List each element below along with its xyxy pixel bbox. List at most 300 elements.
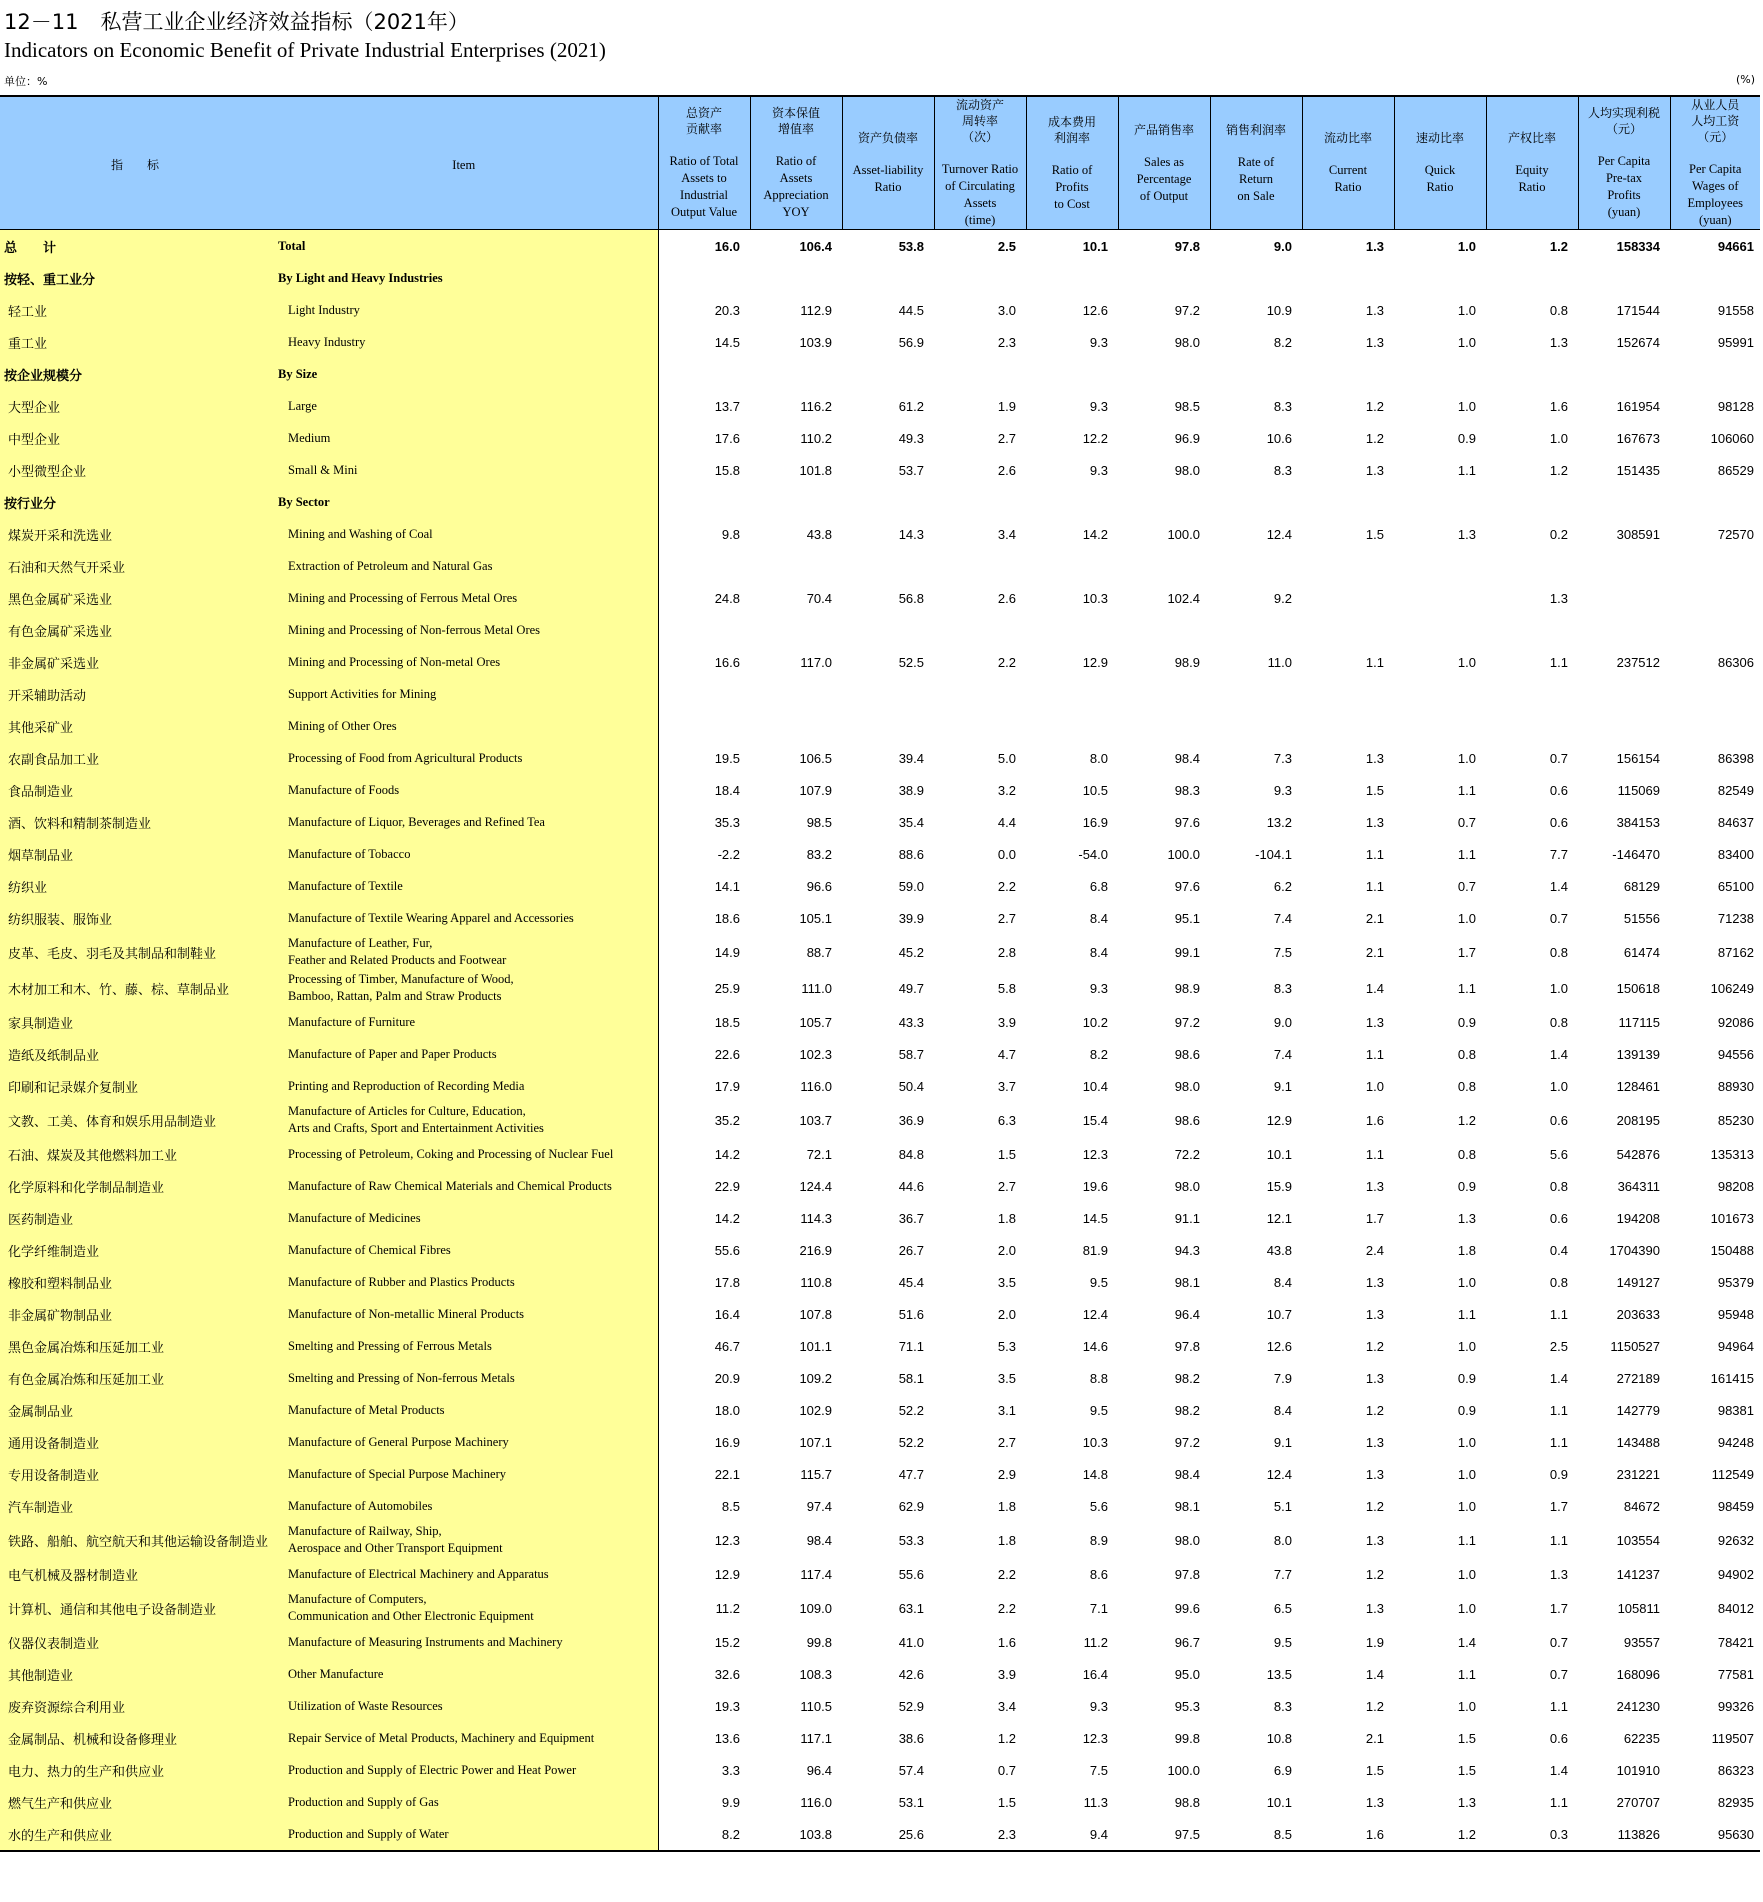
cell-value: 14.1 xyxy=(714,878,740,894)
cell-value xyxy=(1578,582,1670,614)
cell-value: 16.9 xyxy=(1082,814,1108,830)
cell-value: 1.3 xyxy=(1365,1434,1384,1450)
table-row xyxy=(0,582,1760,614)
cell-value xyxy=(1578,358,1670,390)
cell-value: 1.2 xyxy=(1549,238,1568,254)
cell-value: 41.0 xyxy=(898,1634,924,1650)
cell-value: 11.2 xyxy=(1083,1634,1108,1650)
cell-value: 94.3 xyxy=(1174,1242,1200,1258)
cell-value xyxy=(934,358,1026,390)
cell-value xyxy=(750,262,842,294)
cell-value: 14.2 xyxy=(714,1210,740,1226)
cell-value: 43.3 xyxy=(898,1014,924,1030)
cell-value: 92632 xyxy=(1717,1532,1754,1548)
cell-value: 2.6 xyxy=(997,462,1016,478)
table-row xyxy=(0,1006,1760,1038)
table-row xyxy=(0,1786,1760,1818)
cell-value: 13.7 xyxy=(714,398,740,414)
cell-value: 0.9 xyxy=(1549,1466,1568,1482)
cell-value: 0.4 xyxy=(1549,1242,1568,1258)
cell-value: 94248 xyxy=(1717,1434,1754,1450)
cell-value: 1.0 xyxy=(1549,430,1568,446)
cell-value: 43.8 xyxy=(1266,1242,1292,1258)
cell-value: 18.0 xyxy=(714,1402,740,1418)
cell-value: 35.3 xyxy=(714,814,740,830)
cell-value: 1.6 xyxy=(1549,398,1568,414)
row-label-cn: 电力、热力的生产和供应业 xyxy=(0,1754,270,1786)
cell-value: 110.5 xyxy=(800,1698,832,1714)
row-label-cn: 纺织业 xyxy=(0,870,270,902)
cell-value: 1.5 xyxy=(1365,526,1384,542)
cell-value xyxy=(1486,710,1578,742)
cell-value: -104.1 xyxy=(1255,846,1292,862)
cell-value xyxy=(934,486,1026,518)
cell-value: 1.1 xyxy=(1457,782,1476,798)
cell-value xyxy=(1578,486,1670,518)
row-label-cn: 铁路、船舶、航空航天和其他运输设备制造业 xyxy=(0,1522,270,1558)
cell-value: 1.3 xyxy=(1365,238,1384,254)
cell-value: 16.4 xyxy=(714,1306,740,1322)
cell-value: 20.9 xyxy=(714,1370,740,1386)
cell-value: 98.2 xyxy=(1174,1402,1200,1418)
cell-value: 8.0 xyxy=(1089,750,1108,766)
cell-value: 15.4 xyxy=(1082,1112,1108,1128)
cell-value: 8.5 xyxy=(721,1498,740,1514)
cell-value: 0.9 xyxy=(1457,1402,1476,1418)
header-col-en: Turnover Ratio of Circulating Assets (time) xyxy=(941,162,1019,227)
cell-value: 1.1 xyxy=(1549,1794,1568,1810)
cell-value: 1.2 xyxy=(1365,1498,1384,1514)
cell-value: 5.3 xyxy=(997,1338,1016,1354)
row-label-en: Manufacture of Paper and Paper Products xyxy=(270,1038,658,1070)
row-label-en: By Sector xyxy=(270,486,658,518)
cell-value xyxy=(1118,678,1210,710)
cell-value: 50.4 xyxy=(898,1078,924,1094)
table-row xyxy=(0,970,1760,1006)
row-label-cn: 汽车制造业 xyxy=(0,1490,270,1522)
cell-value: 95.1 xyxy=(1174,910,1200,926)
cell-value: 1.2 xyxy=(1365,1402,1384,1418)
cell-value: 96.4 xyxy=(1174,1306,1200,1322)
cell-value: 2.2 xyxy=(997,1566,1016,1582)
cell-value: 208195 xyxy=(1616,1112,1660,1128)
cell-value: 98459 xyxy=(1717,1498,1754,1514)
row-label-en: Production and Supply of Gas xyxy=(270,1786,658,1818)
row-label-en: Manufacture of Metal Products xyxy=(270,1394,658,1426)
cell-value xyxy=(1486,486,1578,518)
cell-value: -2.2 xyxy=(717,846,740,862)
row-label-cn: 非金属矿物制品业 xyxy=(0,1298,270,1330)
cell-value: 3.1 xyxy=(997,1402,1016,1418)
cell-value: 84637 xyxy=(1717,814,1754,830)
row-label-cn: 纺织服装、服饰业 xyxy=(0,902,270,934)
cell-value: 116.0 xyxy=(800,1794,832,1810)
cell-value xyxy=(1486,614,1578,646)
cell-value xyxy=(1118,614,1210,646)
cell-value: 1.0 xyxy=(1457,910,1476,926)
cell-value: 124.4 xyxy=(799,1178,832,1194)
cell-value: 98.0 xyxy=(1174,1532,1200,1548)
cell-value: 1.6 xyxy=(997,1634,1016,1650)
table-row xyxy=(0,454,1760,486)
cell-value: 1.1 xyxy=(1457,980,1476,996)
row-label-cn: 医药制造业 xyxy=(0,1202,270,1234)
cell-value: 12.3 xyxy=(1082,1730,1108,1746)
cell-value: 149127 xyxy=(1616,1274,1660,1290)
row-label-en: Processing of Petroleum, Coking and Processing of Nuclear Fuel xyxy=(270,1138,658,1170)
cell-value: 5.6 xyxy=(1549,1146,1568,1162)
row-label-en: Manufacture of Special Purpose Machinery xyxy=(270,1458,658,1490)
cell-value: 1.4 xyxy=(1457,1634,1476,1650)
row-label-cn: 燃气生产和供应业 xyxy=(0,1786,270,1818)
cell-value xyxy=(1210,486,1302,518)
header-col-cn: 销售利润率 xyxy=(1225,122,1286,137)
cell-value: 167673 xyxy=(1616,430,1660,446)
table-row xyxy=(0,710,1760,742)
cell-value: 18.6 xyxy=(714,910,740,926)
cell-value xyxy=(1210,550,1302,582)
row-label-cn: 开采辅助活动 xyxy=(0,678,270,710)
header-col-7 xyxy=(1210,96,1302,230)
cell-value: 0.6 xyxy=(1549,814,1568,830)
cell-value: 13.2 xyxy=(1266,814,1292,830)
cell-value: 16.6 xyxy=(714,654,740,670)
cell-value: 1150527 xyxy=(1610,1338,1660,1354)
cell-value xyxy=(750,678,842,710)
cell-value: 2.1 xyxy=(1365,1730,1384,1746)
header-col-9 xyxy=(1394,96,1486,230)
cell-value: 3.2 xyxy=(997,782,1016,798)
cell-value: 53.3 xyxy=(898,1532,924,1548)
cell-value: 1.0 xyxy=(1457,398,1476,414)
cell-value: 143488 xyxy=(1616,1434,1660,1450)
cell-value: 94661 xyxy=(1717,238,1754,254)
cell-value xyxy=(934,678,1026,710)
header-col-en: Quick Ratio xyxy=(1424,163,1456,194)
cell-value xyxy=(1026,550,1118,582)
cell-value: 117115 xyxy=(1618,1014,1660,1030)
table-row xyxy=(0,518,1760,550)
cell-value: 107.8 xyxy=(799,1306,832,1322)
cell-value: 95.3 xyxy=(1174,1698,1200,1714)
cell-value: 1.5 xyxy=(1457,1762,1476,1778)
cell-value: 98.5 xyxy=(806,814,832,830)
cell-value: 2.3 xyxy=(934,1818,1026,1851)
cell-value: 8.2 xyxy=(1089,1046,1108,1062)
row-label-en: Mining and Processing of Non-ferrous Metal Ores xyxy=(270,614,658,646)
row-label-en: Smelting and Pressing of Ferrous Metals xyxy=(270,1330,658,1362)
cell-value: 1.4 xyxy=(1549,1370,1568,1386)
cell-value: 1.2 xyxy=(1365,1698,1384,1714)
cell-value: 49.7 xyxy=(898,980,924,996)
cell-value: 12.1 xyxy=(1266,1210,1292,1226)
cell-value: 0.3 xyxy=(1486,1818,1578,1851)
cell-value: 95.0 xyxy=(1174,1666,1200,1682)
cell-value: 53.1 xyxy=(898,1794,924,1810)
cell-value: 3.3 xyxy=(721,1762,740,1778)
cell-value: 105811 xyxy=(1617,1600,1660,1616)
cell-value xyxy=(1118,262,1210,294)
cell-value xyxy=(750,358,842,390)
cell-value: 1.1 xyxy=(1457,1306,1476,1322)
table-row xyxy=(0,1234,1760,1266)
row-label-en: Processing of Timber, Manufacture of Wood, Bamboo, Rattan, Palm and Straw Products xyxy=(270,970,658,1006)
header-indicator-cn: 指 标 xyxy=(0,96,270,230)
cell-value xyxy=(1302,614,1394,646)
cell-value: 99.8 xyxy=(806,1634,832,1650)
row-label-cn: 农副食品加工业 xyxy=(0,742,270,774)
cell-value: 0.6 xyxy=(1549,782,1568,798)
cell-value xyxy=(1302,262,1394,294)
cell-value: 2.9 xyxy=(997,1466,1016,1482)
cell-value: 1.1 xyxy=(1549,1402,1568,1418)
cell-value: 98128 xyxy=(1717,398,1754,414)
cell-value: 1.1 xyxy=(1457,1532,1476,1548)
header-col-cn: 产品销售率 xyxy=(1133,122,1194,137)
cell-value: 112549 xyxy=(1711,1466,1754,1482)
cell-value xyxy=(750,614,842,646)
cell-value: 57.4 xyxy=(898,1762,924,1778)
cell-value: 1.3 xyxy=(1365,1532,1384,1548)
cell-value: 1.1 xyxy=(1549,1306,1568,1322)
cell-value: 1.5 xyxy=(1365,782,1384,798)
cell-value xyxy=(1394,486,1486,518)
row-label-en: Light Industry xyxy=(270,294,658,326)
cell-value: 8.3 xyxy=(1273,462,1292,478)
cell-value xyxy=(1302,550,1394,582)
cell-value xyxy=(1486,262,1578,294)
row-label-cn: 食品制造业 xyxy=(0,774,270,806)
cell-value: 98.2 xyxy=(1174,1370,1200,1386)
row-label-en: Manufacture of Rubber and Plastics Products xyxy=(270,1266,658,1298)
row-label-en: Manufacture of General Purpose Machinery xyxy=(270,1426,658,1458)
cell-value: 109.2 xyxy=(799,1370,832,1386)
cell-value: 3.0 xyxy=(997,302,1016,318)
cell-value xyxy=(658,358,750,390)
cell-value xyxy=(1118,358,1210,390)
cell-value: 1.7 xyxy=(1549,1600,1568,1616)
table-number: 12－11 xyxy=(4,10,79,34)
cell-value: 1.0 xyxy=(1457,654,1476,670)
cell-value: 1.3 xyxy=(1365,302,1384,318)
cell-value: 95379 xyxy=(1717,1274,1754,1290)
header-col-en: Equity Ratio xyxy=(1515,163,1549,194)
cell-value: 100.0 xyxy=(1167,1762,1200,1778)
row-label-en: Manufacture of Articles for Culture, Education, Arts and Crafts, Sport and Entertainment Activities xyxy=(270,1102,658,1138)
cell-value: 96.7 xyxy=(1174,1634,1200,1650)
cell-value: 14.3 xyxy=(898,526,924,542)
cell-value: 25.9 xyxy=(714,980,740,996)
table-row xyxy=(0,486,1760,518)
cell-value: 108.3 xyxy=(799,1666,832,1682)
cell-value: 52.2 xyxy=(898,1402,924,1418)
row-label-cn: 印刷和记录媒介复制业 xyxy=(0,1070,270,1102)
cell-value: 22.1 xyxy=(714,1466,740,1482)
cell-value: 150618 xyxy=(1616,980,1660,996)
cell-value: 116.2 xyxy=(800,398,832,414)
cell-value: 18.4 xyxy=(714,782,740,798)
cell-value: 1.4 xyxy=(1365,1666,1384,1682)
row-label-cn: 按企业规模分 xyxy=(0,358,270,390)
header-col-en: Ratio of Total Assets to Industrial Output Value xyxy=(669,154,739,219)
cell-value xyxy=(1026,614,1118,646)
cell-value: 139139 xyxy=(1616,1046,1660,1062)
cell-value: 98.1 xyxy=(1174,1274,1200,1290)
cell-value: 98381 xyxy=(1717,1402,1754,1418)
cell-value: 1.5 xyxy=(1365,1762,1384,1778)
cell-value: 171544 xyxy=(1616,302,1660,318)
cell-value: 8.4 xyxy=(1273,1402,1292,1418)
cell-value: 1.9 xyxy=(1365,1634,1384,1650)
cell-value: 98.3 xyxy=(1174,782,1200,798)
cell-value xyxy=(1302,358,1394,390)
row-label-cn: 其他制造业 xyxy=(0,1658,270,1690)
cell-value: 1.8 xyxy=(997,1498,1016,1514)
cell-value: 1.2 xyxy=(997,1730,1016,1746)
header-col-cn: 流动资产 周转率 （次） xyxy=(955,98,1004,144)
cell-value: 1.0 xyxy=(1457,1274,1476,1290)
cell-value: 1.8 xyxy=(997,1532,1016,1548)
table-row xyxy=(0,1394,1760,1426)
row-label-cn: 按行业分 xyxy=(0,486,270,518)
cell-value: 98.1 xyxy=(1174,1498,1200,1514)
cell-value: 1.1 xyxy=(1365,1046,1384,1062)
cell-value: 9.3 xyxy=(1273,782,1292,798)
cell-value xyxy=(1670,486,1760,518)
cell-value: 78421 xyxy=(1717,1634,1754,1650)
header-col-en: Asset-liability Ratio xyxy=(852,163,924,194)
row-label-cn: 金属制品、机械和设备修理业 xyxy=(0,1722,270,1754)
cell-value: 0.7 xyxy=(1457,814,1476,830)
cell-value: 2.5 xyxy=(1549,1338,1568,1354)
cell-value: 47.7 xyxy=(898,1466,924,1482)
cell-value: 12.9 xyxy=(1266,1112,1292,1128)
cell-value: 10.4 xyxy=(1082,1078,1108,1094)
row-label-en: Manufacture of Foods xyxy=(270,774,658,806)
cell-value: 270707 xyxy=(1616,1794,1660,1810)
row-label-en: Other Manufacture xyxy=(270,1658,658,1690)
row-label-cn: 石油和天然气开采业 xyxy=(0,550,270,582)
cell-value: 84672 xyxy=(1623,1498,1660,1514)
cell-value: 6.9 xyxy=(1273,1762,1292,1778)
cell-value: 1.2 xyxy=(1365,1338,1384,1354)
cell-value: 110.8 xyxy=(800,1274,832,1290)
row-label-cn: 其他采矿业 xyxy=(0,710,270,742)
row-label-en: Extraction of Petroleum and Natural Gas xyxy=(270,550,658,582)
cell-value: 1.3 xyxy=(1365,814,1384,830)
cell-value xyxy=(1302,582,1394,614)
cell-value: 5.0 xyxy=(997,750,1016,766)
cell-value: 231221 xyxy=(1616,1466,1660,1482)
cell-value xyxy=(1394,614,1486,646)
cell-value: 92086 xyxy=(1717,1014,1754,1030)
cell-value: 101910 xyxy=(1616,1762,1660,1778)
cell-value: 0.7 xyxy=(1549,750,1568,766)
table-row xyxy=(0,1818,1760,1851)
cell-value: 2.7 xyxy=(997,1434,1016,1450)
cell-value: 2.0 xyxy=(997,1306,1016,1322)
cell-value: 12.4 xyxy=(1266,1466,1292,1482)
cell-value: 88.6 xyxy=(898,846,924,862)
cell-value: 1.5 xyxy=(997,1794,1016,1810)
cell-value: 13.5 xyxy=(1266,1666,1292,1682)
cell-value: 0.8 xyxy=(1549,1274,1568,1290)
cell-value: 16.9 xyxy=(714,1434,740,1450)
cell-value: 10.8 xyxy=(1266,1730,1292,1746)
cell-value xyxy=(842,262,934,294)
table-title-en: Indicators on Economic Benefit of Private Industrial Enterprises (2021) xyxy=(4,38,606,62)
row-label-en: Manufacture of Measuring Instruments and Machinery xyxy=(270,1626,658,1658)
table-row xyxy=(0,1266,1760,1298)
cell-value: 1.3 xyxy=(1365,1794,1384,1810)
cell-value: 8.6 xyxy=(1089,1566,1108,1582)
cell-value: 115.7 xyxy=(800,1466,832,1482)
cell-value: 16.0 xyxy=(714,238,740,254)
cell-value: 9.4 xyxy=(1026,1818,1118,1851)
cell-value: 7.7 xyxy=(1273,1566,1292,1582)
row-label-cn: 仪器仪表制造业 xyxy=(0,1626,270,1658)
cell-value: 1.3 xyxy=(1549,590,1568,606)
cell-value: 88930 xyxy=(1717,1078,1754,1094)
table-row xyxy=(0,838,1760,870)
row-label-en: Mining and Washing of Coal xyxy=(270,518,658,550)
row-label-cn: 小型微型企业 xyxy=(0,454,270,486)
row-label-en: Manufacture of Railway, Ship, Aerospace and Other Transport Equipment xyxy=(270,1522,658,1558)
cell-value: 14.6 xyxy=(1082,1338,1108,1354)
cell-value: 1.1 xyxy=(1365,1146,1384,1162)
cell-value: 1.3 xyxy=(1365,750,1384,766)
cell-value: 117.1 xyxy=(800,1730,832,1746)
table-row xyxy=(0,1330,1760,1362)
cell-value: 3.7 xyxy=(997,1078,1016,1094)
cell-value: 58.7 xyxy=(898,1046,924,1062)
cell-value xyxy=(1394,358,1486,390)
cell-value: 8.4 xyxy=(1089,910,1108,926)
cell-value: 94556 xyxy=(1717,1046,1754,1062)
cell-value: 99326 xyxy=(1717,1698,1754,1714)
cell-value: 1.4 xyxy=(1549,878,1568,894)
cell-value: 53.7 xyxy=(898,462,924,478)
cell-value: 2.6 xyxy=(997,590,1016,606)
row-label-en: Manufacture of Automobiles xyxy=(270,1490,658,1522)
table-row xyxy=(0,1626,1760,1658)
cell-value xyxy=(1302,710,1394,742)
row-label-en: Manufacture of Non-metallic Mineral Products xyxy=(270,1298,658,1330)
cell-value: 2.4 xyxy=(1365,1242,1384,1258)
cell-value: 61.2 xyxy=(898,398,924,414)
row-label-cn: 大型企业 xyxy=(0,390,270,422)
row-label-en: Utilization of Waste Resources xyxy=(270,1690,658,1722)
cell-value: 1.0 xyxy=(1457,302,1476,318)
cell-value: 110.2 xyxy=(800,430,832,446)
cell-value: 1.0 xyxy=(1457,1566,1476,1582)
cell-value: 17.9 xyxy=(714,1078,740,1094)
cell-value: 7.5 xyxy=(1273,944,1292,960)
row-label-en: Support Activities for Mining xyxy=(270,678,658,710)
cell-value: 384153 xyxy=(1616,814,1660,830)
cell-value: 103.9 xyxy=(799,334,832,350)
cell-value: 152674 xyxy=(1616,334,1660,350)
table-row xyxy=(0,614,1760,646)
cell-value: 1.0 xyxy=(1457,1434,1476,1450)
cell-value: 1.7 xyxy=(1549,1498,1568,1514)
cell-value: 216.9 xyxy=(799,1242,832,1258)
cell-value: 0.9 xyxy=(1457,1178,1476,1194)
cell-value: 61474 xyxy=(1623,944,1660,960)
cell-value: 161954 xyxy=(1616,398,1660,414)
cell-value: 10.9 xyxy=(1266,302,1292,318)
cell-value: 32.6 xyxy=(714,1666,740,1682)
